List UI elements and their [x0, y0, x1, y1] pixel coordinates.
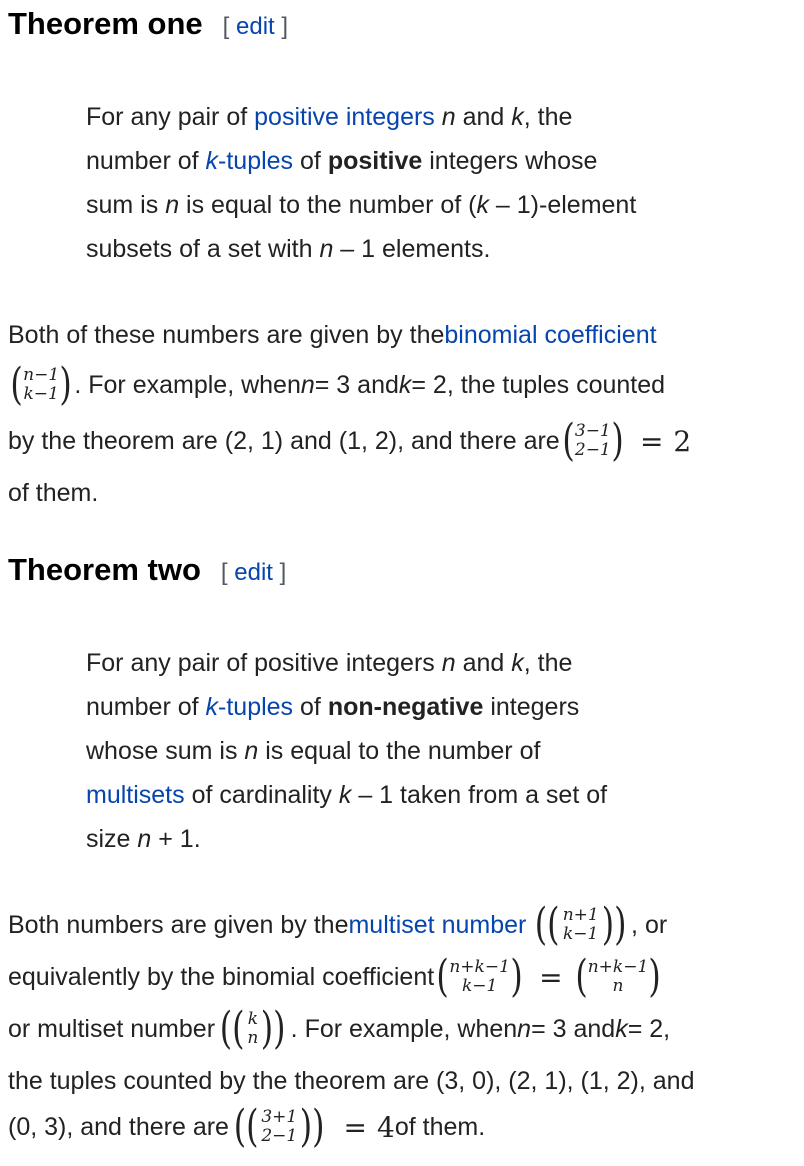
theorem-line: whose sum is n is equal to the number of	[86, 737, 541, 765]
theorem-line: number of k-tuples of non-negative integers	[86, 693, 580, 721]
var-k: k	[511, 103, 524, 131]
multiset-k-n: (( k n ))	[219, 1003, 286, 1054]
para-line: ( n−1 k−1 ) . For example, when n = 3 and k = 2, the tuples counted	[8, 360, 665, 410]
binomial-3-1-2-1: ( 3−1 2−1 ) = 2	[562, 415, 692, 466]
multiset-3-1-2-1: (( 3+1 2−1 )) = 4	[233, 1101, 395, 1152]
theorem-one-explanation	[8, 310, 798, 510]
heading-text: Theorem two	[8, 552, 201, 587]
para-line: equivalently by the binomial coefficient ( n+k−1 k−1 ) = ( n+k−1 n )	[8, 952, 663, 1002]
binomial-coefficient-link[interactable]: binomial coefficient	[444, 320, 657, 349]
para-line: (0, 3), and there are (( 3+1 2−1 )) = 4 of them.	[8, 1101, 486, 1152]
edit-section-link[interactable]: edit	[234, 559, 273, 586]
tuples-link[interactable]: k-tuples	[205, 147, 294, 175]
theorem-line: multisets of cardinality k – 1 taken from a set of	[86, 781, 608, 809]
positive-integers-link[interactable]: positive integers	[254, 103, 435, 131]
binomial-n-1-k-1: ( n−1 k−1 )	[10, 359, 72, 410]
theorem-line: number of k-tuples of positive integers whose	[86, 147, 598, 175]
para-line: or multiset number (( k n )) . For example, when n = 3 and k = 2,	[8, 1003, 671, 1054]
theorem-line: subsets of a set with n – 1 elements.	[86, 235, 491, 263]
edit-section-link[interactable]: edit	[236, 13, 275, 40]
multiset-n-1-k-1: (( n+1 k−1 ))	[535, 899, 627, 950]
binomial-equivalence: ( n+k−1 k−1 ) = ( n+k−1 n )	[436, 951, 662, 1002]
var-n: n	[441, 103, 456, 131]
theorem-line: size n + 1.	[86, 825, 201, 853]
heading-text: Theorem one	[8, 6, 203, 41]
section-heading-theorem-one	[8, 6, 288, 42]
theorem-two-statement	[86, 641, 726, 861]
theorem-line: For any pair of positive integers n and k, the	[86, 649, 573, 677]
emphasis-positive: positive	[327, 147, 423, 175]
para-line: of them.	[8, 478, 99, 507]
theorem-two-explanation	[8, 900, 798, 1160]
emphasis-non-negative: non-negative	[327, 693, 484, 721]
theorem-line: For any pair of positive integers n and k, the	[86, 103, 573, 131]
multiset-number-link[interactable]: multiset number	[348, 910, 527, 939]
tuples-link[interactable]: k-tuples	[205, 693, 294, 721]
section-heading-theorem-two	[8, 552, 286, 588]
edit-section-link-wrapper: [ edit ]	[222, 13, 289, 40]
para-line: Both of these numbers are given by the binomial coefficient	[8, 320, 657, 349]
theorem-line: sum is n is equal to the number of (k – 1)-element	[86, 191, 637, 219]
para-line: by the theorem are (2, 1) and (1, 2), and there are ( 3−1 2−1 ) = 2	[8, 415, 692, 466]
multisets-link[interactable]: multisets	[86, 781, 185, 809]
theorem-one-statement	[86, 95, 726, 271]
edit-section-link-wrapper: [ edit ]	[220, 559, 287, 586]
para-line: Both numbers are given by the multiset number (( n+1 k−1 )) , or	[8, 899, 668, 950]
para-line: the tuples counted by the theorem are (3, 0), (2, 1), (1, 2), and	[8, 1066, 695, 1095]
